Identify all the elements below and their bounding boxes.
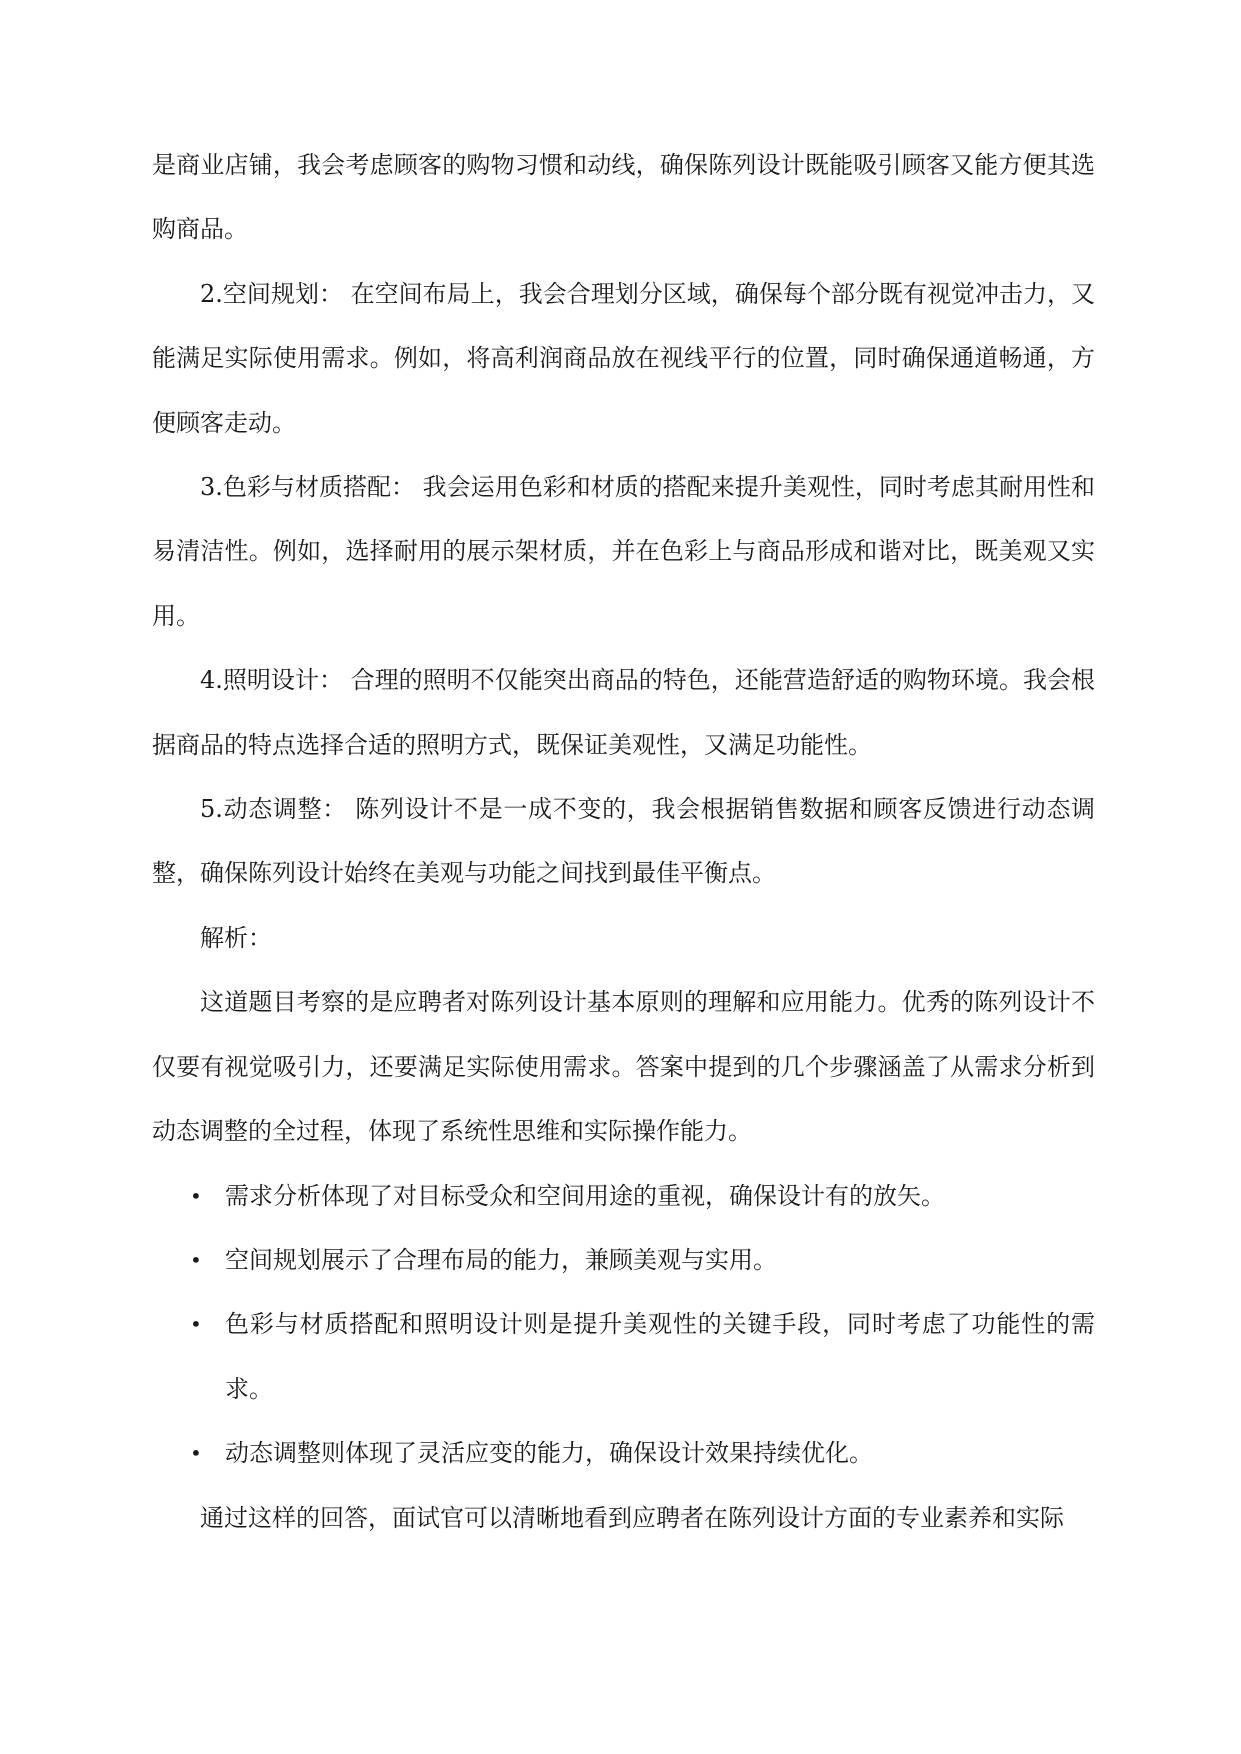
paragraph-analysis: 这道题目考察的是应聘者对陈列设计基本原则的理解和应用能力。优秀的陈列设计不仅要有视觉吸引力，还要满足实际使用需求。答案中提到的几个步骤涵盖了从需求分析到动态调整的全过程，体现了系统性思维和实际操作能力。	[152, 988, 1095, 1146]
list-item-text: 动态调整则体现了灵活应变的能力，确保设计效果持续优化。	[225, 1439, 873, 1468]
list-item	[152, 1164, 1095, 1228]
paragraph-dynamic-adjustment: 5.动态调整： 陈列设计不是一成不变的，我会根据销售数据和顾客反馈进行动态调整，确保陈列设计始终在美观与功能之间找到最佳平衡点。	[152, 795, 1095, 888]
paragraph-closing: 通过这样的回答，面试官可以清晰地看到应聘者在陈列设计方面的专业素养和实际	[200, 1503, 1064, 1532]
paragraph-space-planning: 2.空间规划： 在空间布局上，我会合理划分区域，确保每个部分既有视觉冲击力，又能满足实际使用需求。例如，将高利润商品放在视线平行的位置，同时确保通道畅通，方便顾客走动。	[152, 279, 1095, 437]
list-item-text: 空间规划展示了合理布局的能力，兼顾美观与实用。	[225, 1245, 777, 1274]
list-item	[152, 1228, 1095, 1292]
list-item-text: 色彩与材质搭配和照明设计则是提升美观性的关键手段，同时考虑了功能性的需求。	[225, 1310, 1095, 1403]
document-body	[152, 133, 1095, 1550]
bullet-icon: •	[190, 1183, 202, 1208]
analysis-heading: 解析：	[200, 923, 272, 952]
bullet-icon: •	[190, 1441, 202, 1466]
bullet-icon: •	[190, 1312, 202, 1337]
paragraph-color-material: 3.色彩与材质搭配： 我会运用色彩和材质的搭配来提升美观性，同时考虑其耐用性和易清洁性。例如，选择耐用的展示架材质，并在色彩上与商品形成和谐对比，既美观又实用。	[152, 473, 1095, 630]
list-item	[152, 1292, 1095, 1421]
list-item-text: 需求分析体现了对目标受众和空间用途的重视，确保设计有的放矢。	[225, 1181, 945, 1210]
analysis-bullet-list	[152, 1164, 1095, 1486]
paragraph-lighting: 4.照明设计： 合理的照明不仅能突出商品的特色，还能营造舒适的购物环境。我会根据商品的特点选择合适的照明方式，既保证美观性，又满足功能性。	[152, 666, 1095, 759]
list-item	[152, 1421, 1095, 1485]
paragraph-continuation: 是商业店铺，我会考虑顾客的购物习惯和动线，确保陈列设计既能吸引顾客又能方便其选购商品。	[152, 151, 1095, 244]
bullet-icon: •	[190, 1247, 202, 1272]
